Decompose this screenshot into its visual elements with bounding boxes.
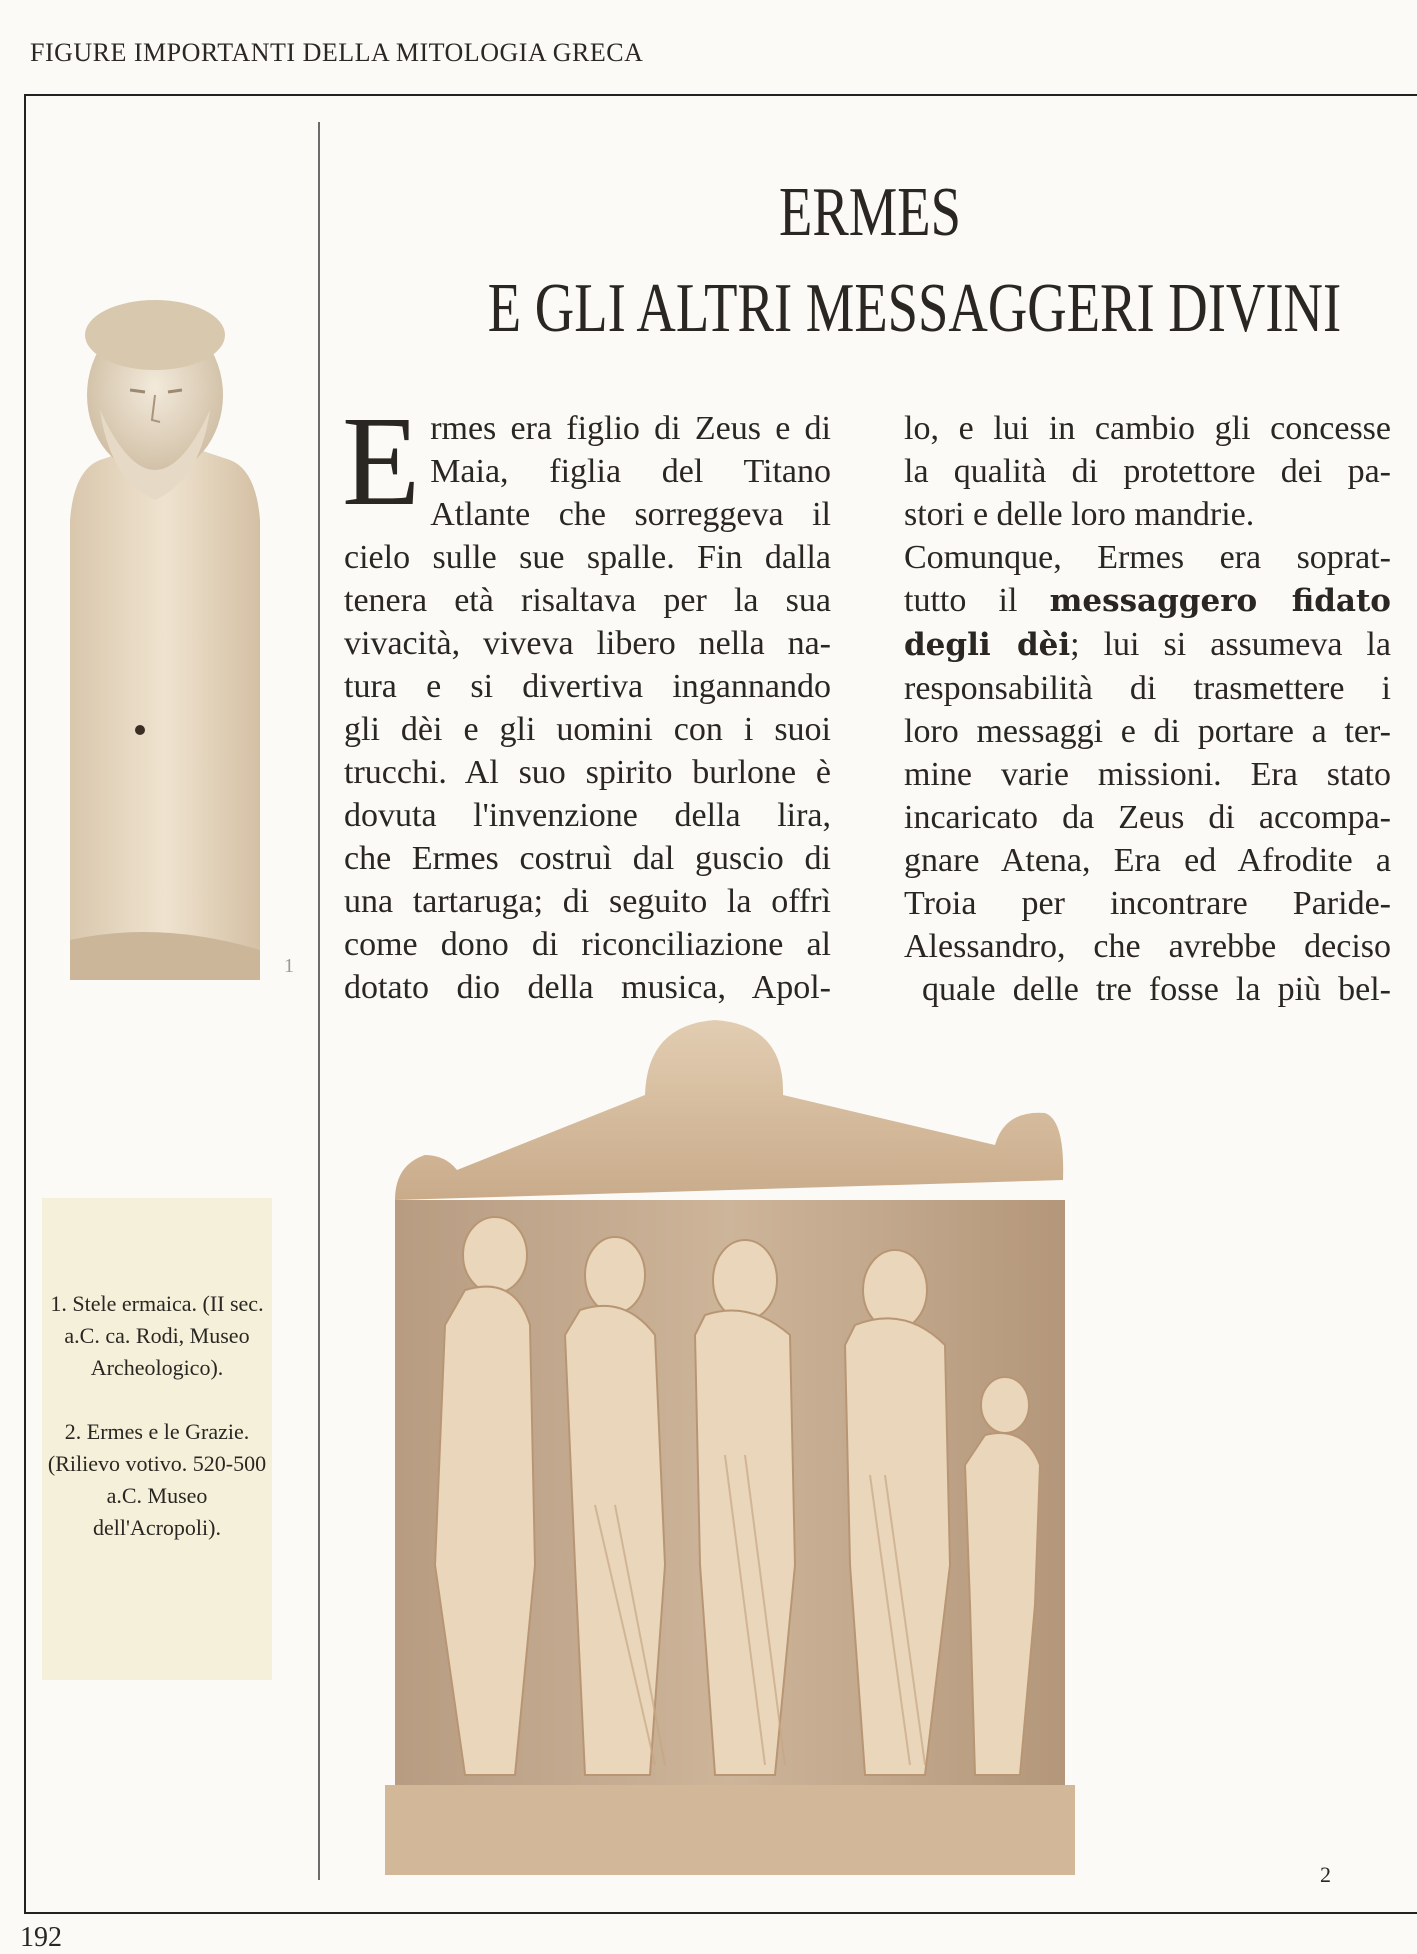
- caption-2: 2. Ermes e le Grazie. (Rilievo votivo. 520-500 a.C. Museo dell'Acropoli).: [47, 1419, 267, 1540]
- title-line-1: ERMES: [778, 174, 962, 251]
- page-number: 192: [20, 1922, 62, 1953]
- text-line: quale delle tre fosse la più bel-: [922, 971, 1391, 1008]
- text-line: lo, e lui in cambio gli concesse: [904, 410, 1391, 447]
- herm-stele-image: [60, 300, 270, 980]
- text-line: Troia per incontrare Paride-: [904, 885, 1391, 922]
- text-line: mine varie missioni. Era stato: [904, 756, 1391, 793]
- caption-1: 1. Stele ermaica. (II sec. a.C. ca. Rodi, Museo Archeologico).: [50, 1291, 264, 1380]
- caption-block: [42, 1288, 272, 1576]
- figure-number-2: 2: [1320, 1862, 1331, 1887]
- bold-phrase-2: degli dèi: [904, 627, 1071, 663]
- text-line: dotato dio della musica, Apol-: [344, 969, 831, 1006]
- text-line: Maia, figlia del Titano: [430, 453, 831, 490]
- text-fragment: tutto il: [904, 582, 1018, 619]
- text-line: la qualità di protettore dei pa-: [904, 453, 1391, 490]
- page-title: [380, 175, 1360, 349]
- text-line: Atlante che sorreggeva il: [430, 496, 831, 533]
- text-line: responsabilità di trasmettere i: [904, 670, 1391, 707]
- text-line: una tartaruga; di seguito la offrì: [344, 883, 831, 920]
- column-divider: [318, 122, 320, 1880]
- text-line: tenera età risaltava per la sua: [344, 582, 831, 619]
- text-line: loro messaggi e di portare a ter-: [904, 713, 1391, 750]
- text-line: gli dèi e gli uomini con i suoi: [344, 711, 831, 748]
- text-line: [904, 623, 1391, 667]
- text-line: cielo sulle sue spalle. Fin dalla: [344, 539, 831, 576]
- running-head: FIGURE IMPORTANTI DELLA MITOLOGIA GRECA: [30, 38, 644, 67]
- dropcap: E: [342, 390, 421, 532]
- bold-phrase-1: messaggero fidato: [1049, 583, 1391, 619]
- body-column-right: [904, 407, 1391, 1011]
- text-line: gnare Atena, Era ed Afrodite a: [904, 842, 1391, 879]
- text-line: trucchi. Al suo spirito burlone è: [344, 754, 831, 791]
- text-line: dovuta l'invenzione della lira,: [344, 797, 831, 834]
- text-line: come dono di riconciliazione al: [344, 926, 831, 963]
- figure-number-1: 1: [284, 955, 294, 977]
- text-line: [904, 579, 1391, 623]
- text-line: tura e si divertiva ingannando: [344, 668, 831, 705]
- text-line: che Ermes costruì dal guscio di: [344, 840, 831, 877]
- text-fragment: ; lui si assumeva la: [1070, 626, 1391, 663]
- text-line: incaricato da Zeus di accompa-: [904, 799, 1391, 836]
- text-line: Alessandro, che avrebbe deciso: [904, 928, 1391, 965]
- text-line: Comunque, Ermes era soprat-: [904, 539, 1391, 576]
- text-line: stori e delle loro mandrie.: [904, 496, 1255, 533]
- body-column-left: [342, 390, 831, 1009]
- text-line: rmes era figlio di Zeus e di: [430, 410, 831, 447]
- text-line: vivacità, viveva libero nella na-: [344, 625, 831, 662]
- votive-relief-image: [365, 1005, 1320, 1890]
- title-line-2: E GLI ALTRI MESSAGGERI DIVINI: [487, 270, 1342, 347]
